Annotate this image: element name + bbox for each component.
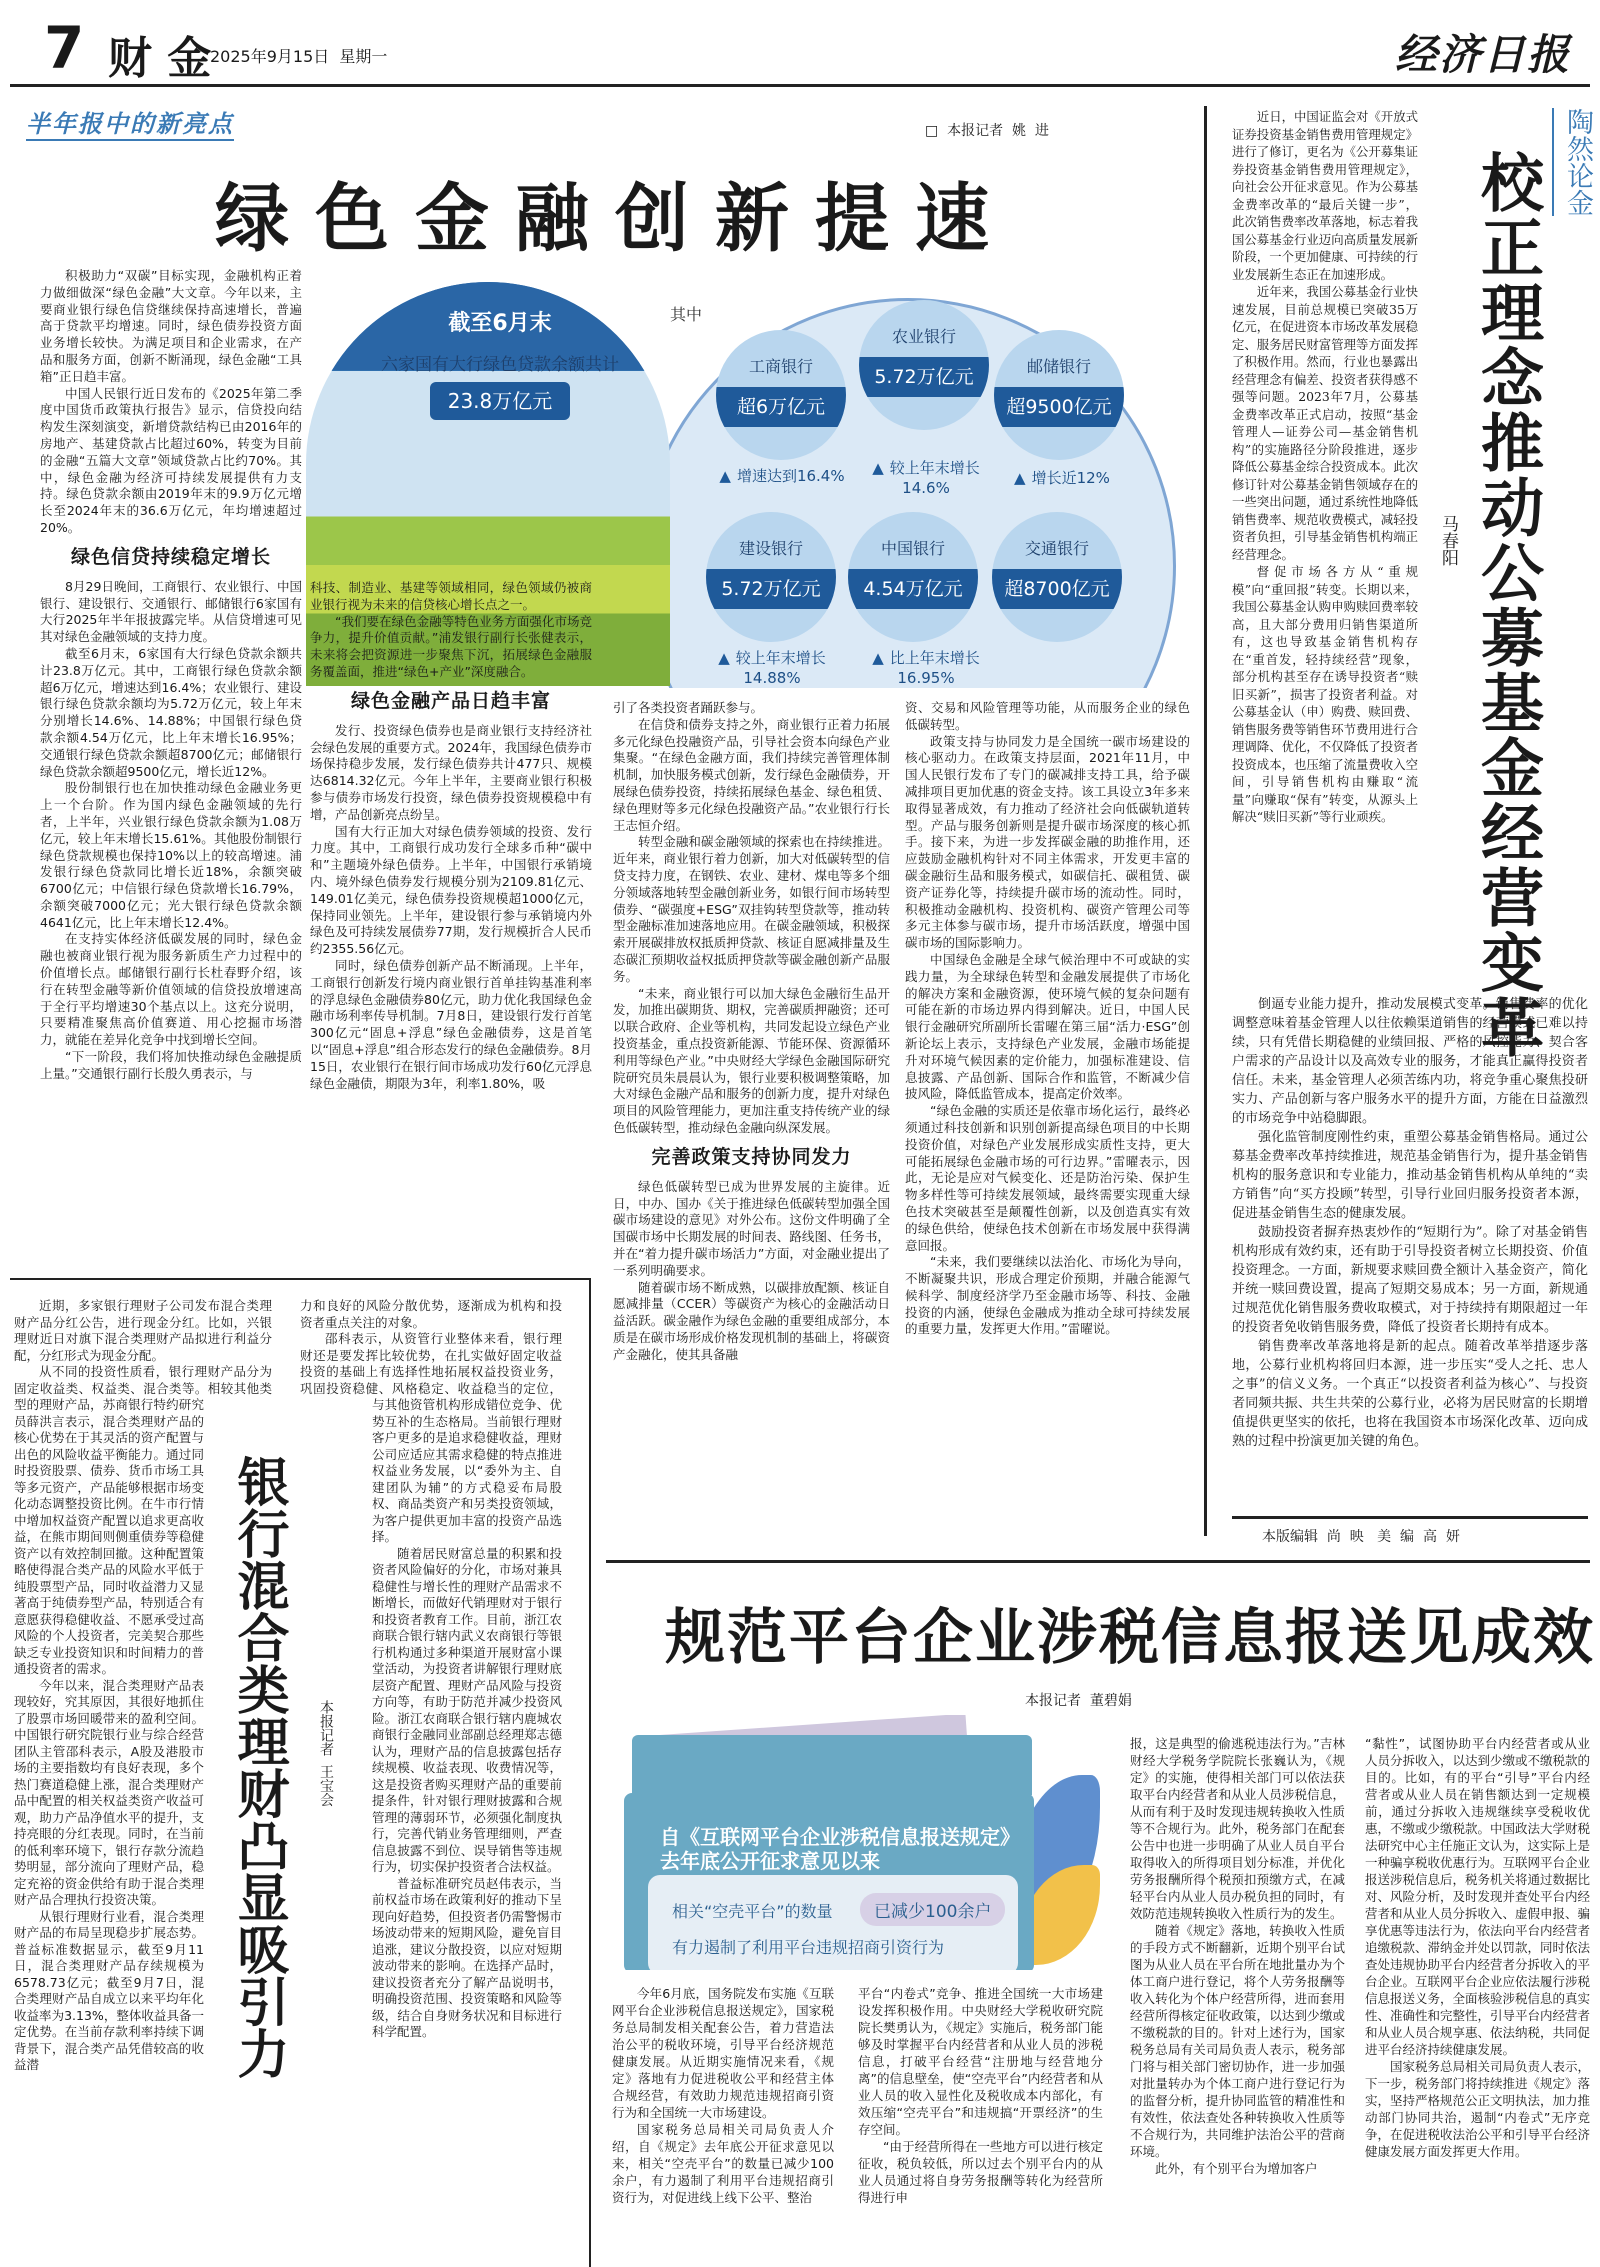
total-label: 六家国有大行绿色贷款余额共计 <box>381 355 619 375</box>
paragraph: 倒逼专业能力提升，推动发展模式变革。销售费率的优化调整意味着基金管理人以往依赖渠道销售的经营模式已难以持续，只有凭借长期稳健的业绩回报、严格的风控能力、契合客户需求的产品设计以及高效专业的服务，才能真正赢得投资者信任。未来，基金管理人必须苦练内功，将竞争重心聚焦投研实力、产品创新与客户服务水平的提升方面，方能在日益激烈的市场竞争中站稳脚跟。 <box>1232 997 1588 1126</box>
section-subheading: 绿色信贷持续稳定增长 <box>70 545 271 568</box>
lead-column-4 <box>905 700 1190 1338</box>
tax-column-2 <box>858 1985 1103 2206</box>
bank-green-loan-value: 超8700亿元 <box>992 569 1122 609</box>
paragraph: “我们要在绿色金融等特色业务方面强化市场竞争力，提升价值贡献。”浦发银行副行长张健表示，未来将会把资源进一步聚焦下沉，拓展绿色金融服务覆盖面，推进“绿色+产业”深度融合。 <box>310 613 592 679</box>
paragraph: 督促市场各方从“重规模”向“重回报”转变。长期以来，我国公募基金认购申购赎回费率较高，且大部分费用归销售渠道所有，这也导致基金销售机构存在“重首发，轻持续经营”现象，部分机构甚至存在诱导投资者“赎旧买新”，损害了投资者利益。对公募基金认（申）购费、赎回费、销售服务费等销售环节费用进行合理调降、优化，不仅降低了投资者投资成本，也压缩了流量费收入空间，引导销售机构由赚取“流量”向赚取“保有”转变，从源头上解决“赎旧买新”等行业顽疾。 <box>1232 564 1418 824</box>
growth-text: 比上年末增长16.95% <box>889 649 980 687</box>
bank-name: 建设银行 <box>738 539 803 558</box>
tax-headline: 规范平台企业涉税信息报送见成效 <box>665 1603 1595 1673</box>
opinion-headline: 校正理念推动公募基金经营变革 <box>1471 150 1544 1060</box>
paragraph: 国家税务总局相关司局负责人表示，下一步，税务部门将持续推进《规定》落实，坚持严格规范公正文明执法，加力推动部门协同共治，遏制“内卷式”无序竞争，在促进税收法治公平和引导平台经济健康发展方面发挥更大作用。 <box>1365 2059 1591 2159</box>
wealth-headline: 银行混合类理财凸显吸引力 <box>228 1455 288 2079</box>
up-triangle-icon: ▲ <box>719 467 731 485</box>
metric-value: 已减少100余户 <box>860 1893 1005 1926</box>
infographic-heading-2: 去年底公开征求意见以来 <box>660 1849 880 1873</box>
growth-text: 较上年末增长14.88% <box>735 649 826 687</box>
lead-column-1 <box>40 268 302 1083</box>
bank-green-loan-value: 4.54万亿元 <box>848 569 978 609</box>
paragraph: 政策支持与协同发力是全国统一碳市场建设的核心驱动力。在政策支持层面，2021年11月，中国人民银行发布了专门的碳减排支持工具，给予碳减排项目更加优惠的资金支持。该工具设立3年多来取得显著成效，有力推动了经济社会向低碳轨道转型。产品与服务创新则是提升碳市场深度的核心抓手。接下来，为进一步发挥碳金融的助推作用，还应鼓励金融机构针对不同主体需求，开发更丰富的碳金融衍生品和服务模式，如碳信托、碳租赁、碳资产证券化等，持续提升碳市场的流动性。同时，积极推动金融机构、投资机构、碳资产管理公司等多元主体参与碳市场，提升市场活跃度，增强中国碳市场的国际影响力。 <box>905 733 1190 951</box>
bank-growth <box>712 466 852 486</box>
paragraph: 近期，多家银行理财子公司发布混合类理财产品分红公告，进行现金分红。比如，兴银理财近日对旗下混合类理财产品拟进行利益分配，分红形式为现金分配。 <box>14 1298 272 1363</box>
bank-circle <box>716 330 846 460</box>
bank-green-loan-value: 5.72万亿元 <box>859 357 989 397</box>
tax-byline: 本报记者 董碧娟 <box>1025 1693 1132 1709</box>
editor-credit: 本版编辑 尚 映 美 编 高 妍 <box>1262 1529 1460 1545</box>
paragraph: 近日，中国证监会对《开放式证券投资基金销售费用管理规定》进行了修订，更名为《公开募集证券投资基金销售费用管理规定》，向社会公开征求意见。作为公募基金费率改革的“最后关键一步”，此次销售费率改革落地，标志着我国公募基金行业迈向高质量发展新阶段，一个更加健康、可持续的行业发展新生态正在加速形成。 <box>1232 109 1418 282</box>
bank-circle <box>706 512 836 642</box>
wealth-top-rule <box>10 1278 590 1280</box>
among-label: 其中 <box>670 305 703 324</box>
tax-column-3 <box>1130 1735 1345 2177</box>
tax-column-4 <box>1365 1735 1590 2160</box>
paragraph: 平台“内卷式”竞争、推进全国统一大市场建设发挥积极作用。中央财经大学税收研究院院长樊勇认为，《规定》实施后，税务部门能够及时掌握平台内经营者和从业人员的涉税信息，打破平台经营“注册地与经营地分离”的信息壁垒，使“空壳平台”内经营者和从业人员的收入显性化及税收成本内部化，有效压缩“空壳平台”和违规搞“开票经济”的生存空间。 <box>858 1986 1103 2137</box>
bank-name: 邮储银行 <box>1026 357 1091 376</box>
paragraph: 资、交易和风险管理等功能，从而服务企业的绿色低碳转型。 <box>905 700 1190 732</box>
paragraph: 科技、制造业、基建等领域相同，绿色领域仍被商业银行视为未来的信贷核心增长点之一。 <box>310 580 592 612</box>
up-triangle-icon: ▲ <box>872 459 884 477</box>
paragraph: “黏性”，试图协助平台内经营者或从业人员分拆收入，以达到少缴或不缴税款的目的。比如，有的平台“引导”平台内经营者或从业人员在销售额达到一定规模前，通过分拆收入违规继续享受税收优惠，不缴或少缴税款。中国政法大学财税法研究中心主任施正文认为，这实际上是一种骗享税收优惠行为。互联网平台企业报送涉税信息后，税务机关将通过数据比对、风险分析，及时发现并查处平台内经营者和从业人员分拆收入、虚假申报、骗享优惠等违法行为，依法向平台内经营者追缴税款、滞纳金并处以罚款，同时依法查处违规协助平台内经营者分拆收入的平台企业。互联网平台企业应依法履行涉税信息报送义务，全面核验涉税信息的真实性、准确性和完整性，引导平台内经营者和从业人员合规享惠、依法纳税，共同促进平台经济持续健康发展。 <box>1365 1736 1591 2057</box>
paragraph: 8月29日晚间，工商银行、农业银行、中国银行、建设银行、交通银行、邮储银行6家国有大行2025年半年报披露完毕。从信贷增速可见其对绿色金融领域的支持力度。 <box>40 578 302 645</box>
paragraph: 今年6月底，国务院发布实施《互联网平台企业涉税信息报送规定》，国家税务总局制发相关配套公告，着力营造法治公平的税收环境，引导平台经济规范健康发展。从近期实施情况来看，《规定》落地有力促进税收公平和经营主体合规经营，有效助力规范违规招商引资行为和全国统一大市场建设。 <box>612 1986 834 2120</box>
growth-text: 增速达到16.4% <box>736 467 845 485</box>
paragraph: 截至6月末，6家国有大行绿色贷款余额共计23.8万亿元。其中，工商银行绿色贷款余额超6万亿元，增速达到16.4%；农业银行、建设银行绿色贷款余额均为5.72万亿元，较上年末分别增长14.6%、14.88%；中国银行绿色贷款余额4.54万亿元，比上年末增长16.95%；交通银行绿色贷款余额超8700亿元；邮储银行绿色贷款余额超9500亿元，增长近12%。 <box>40 645 302 779</box>
section-subheading: 绿色金融产品日趋丰富 <box>350 689 551 712</box>
issue-date: 2025年9月15日 星期一 <box>210 47 388 66</box>
up-triangle-icon: ▲ <box>718 649 730 667</box>
bank-circle <box>994 330 1124 460</box>
paragraph: 随着《规定》落地，转换收入性质的手段方式不断翻新，近期个别平台试图为从业人员在平台所在地批量办为个体工商户进行登记，将个人劳务报酬等收入转化为个体户经营所得，进而套用经营所得核定征收政策，以达到少缴或不缴税款的目的。针对上述行为，国家税务总局有关司局负责人表示，税务部门将与相关部门密切协作，进一步加强对批量转办为个体工商户进行登记行为的监督分析，提升协同监管的精准性和有效性，依法查处各种转换收入性质等不合规行为，共同维护法治公平的营商环境。 <box>1130 1923 1345 2159</box>
bank-growth <box>702 648 842 688</box>
effect-text: 有力遏制了利用平台违规招商引资行为 <box>672 1938 945 1957</box>
lead-byline: □ 本报记者 姚 进 <box>925 123 1049 139</box>
opinion-narrow-column <box>1232 108 1418 826</box>
growth-text: 较上年末增长14.6% <box>889 459 980 497</box>
paragraph: 鼓励投资者摒弃热衷炒作的“短期行为”。除了对基金销售机构形成有效约束，还有助于引导投资者树立长期投资、价值投资理念。一方面，新规要求赎回费全额计入基金资产，简化并统一赎回费设置，提高了短期交易成本；另一方面，新规通过规范优化销售服务费收取模式，对于持续持有期限超过一年的投资者免收销售服务费，降低了投资者长期持有成本。 <box>1232 1225 1588 1335</box>
growth-text: 增长近12% <box>1031 469 1110 487</box>
up-triangle-icon: ▲ <box>872 649 884 667</box>
paragraph: 在支持实体经济低碳发展的同时，绿色金融也被商业银行视为服务新质生产力过程中的价值增长点。邮储银行副行长杜春野介绍，该行在转型金融等新价值领域的信贷投放增速高于全行平均增速30个基点以上。这充分说明，只要精准聚焦高价值赛道、用心挖掘市场潜力，就能在差异化竞争中找到增长空间。 <box>40 931 302 1048</box>
opinion-author: 马春阳 <box>1438 515 1458 566</box>
section-name: 财 金 <box>108 33 212 84</box>
paragraph: 转型金融和碳金融领域的探索也在持续推进。近年来，商业银行着力创新，加大对低碳转型的信贷支持力度，在钢铁、农业、建材、煤电等多个细分领域落地转型金融创新业务，如银行间市场转型债券、“碳强度+ESG”双挂钩转型贷款等，推动转型金融标准加速落地应用。在碳金融领域，积极探索开展碳排放权抵质押贷款、核证自愿减排量及生态碳汇预期收益权抵质押贷款等碳金融创新产品服务。 <box>613 834 890 984</box>
bank-circle <box>992 512 1122 642</box>
as-of-label: 截至6月末 <box>448 311 552 336</box>
paragraph: 国家税务总局相关司局负责人介绍，自《规定》去年底公开征求意见以来，相关“空壳平台”的数量已减少100余户，有力遏制了利用平台违规招商引资行为，对促进线上线下公平、整治 <box>612 2122 834 2205</box>
wealth-column-2 <box>300 1298 562 2068</box>
masthead-rule <box>10 84 1590 87</box>
paragraph: 中国人民银行近日发布的《2025年第二季度中国货币政策执行报告》显示，信贷投向结构发生深刻演变，新增贷款结构已由2016年的房地产、基建贷款占比超过60%，转变为目前的金融“五篇大文章”领域贷款占比约70%。其中，绿色金融为经济可持续发展提供有力支持。绿色贷款余额由2019年末的9.9万亿元增长至2024年末的36.6万亿元，年均增速超过20%。 <box>40 385 302 535</box>
paragraph: 力和良好的风险分散优势，逐渐成为机构和投资者重点关注的对象。 <box>300 1298 562 1330</box>
paragraph: 随着碳市场不断成熟，以碳排放配额、核证自愿减排量（CCER）等碳资产为核心的金融活动日益活跃。碳金融作为绿色金融的重要组成部分，本质是在碳市场形成价格发现机制的基础上，将碳资产金融化，使其具备融 <box>613 1279 890 1362</box>
column-tag: 半年报中的新亮点 <box>26 104 234 141</box>
paragraph: 发行、投资绿色债券也是商业银行支持经济社会绿色发展的重要方式。2024年，我国绿色债券市场保持稳步发展，发行绿色债券共计477只、规模达6814.32亿元。今年上半年，主要商业银行积极参与债券市场发行投资，绿色债券投资规模稳中有增，产品创新亮点纷呈。 <box>310 722 592 822</box>
opinion-column-tag: 陶然论金 <box>1552 108 1597 216</box>
bank-growth <box>856 648 996 688</box>
paragraph: 同时，绿色债券创新产品不断涌现。上半年，工商银行创新发行境内商业银行首单挂钩基准利率的浮息绿色金融债券80亿元，助力优化我国绿色金融市场利率传导机制。7月8日，建设银行发行首笔300亿元“固息+浮息”绿色金融债券，这是首笔以“固息+浮息”组合形态发行的绿色金融债券。8月15日，农业银行在银行间市场成功发行60亿元浮息绿色金融债，期限为3年，利率1.80%，吸 <box>310 957 592 1091</box>
section-subheading: 完善政策支持协同发力 <box>651 1145 852 1168</box>
paragraph: 近年来，我国公募基金行业快速发展，目前总规模已突破35万亿元，在促进资本市场改革发展稳定、服务居民财富管理等方面发挥了积极作用。然而，行业也暴露出经营理念有偏差、投资者获得感不强等问题。2023年7月，公募基金费率改革正式启动，按照“基金管理人—证券公司—基金销售机构”的实施路径分阶段推进，逐步降低公募基金综合投资成本。此次修订针对公募基金销售领域存在的一些突出问题，通过系统性地降低销售费率、规范收费模式，减轻投资者负担，引导基金销售机构端正经营理念。 <box>1232 284 1418 562</box>
bank-green-loan-value: 超9500亿元 <box>994 387 1124 427</box>
paragraph: 绿色低碳转型已成为世界发展的主旋律。近日，中办、国办《关于推进绿色低碳转型加强全国碳市场建设的意见》对外公布。这份文件明确了全国碳市场中长期发展的时间表、路线图、任务书，并在“着力提升碳市场活力”方面，对金融业提出了一系列明确要求。 <box>613 1178 890 1278</box>
tax-column-1 <box>612 1985 834 2206</box>
tax-infographic <box>620 1715 1110 1970</box>
paragraph: 随着居民财富总量的积累和投资者风险偏好的分化，市场对兼具稳健性与增长性的理财产品需求不断增长，而做好代销理财对于银行和投资者教育工作。目前，浙江农商联合银行辖内武义农商银行等银行机构通过多种渠道开展财富小课堂活动，为投资者讲解银行理财底层资产配置、理财产品风险与投资方向等，有助于防范并减少投资风险。浙江农商联合银行辖内鹿城农商银行金融同业部副总经理郑志德认为，理财产品的信息披露包括存续规模、收益表现、收费情况等，这是投资者购买理财产品的重要前提条件，针对银行理财披露和合规管理的薄弱环节，必须强化制度执行，完善代销业务管理细则，严查信息披露不到位、误导销售等违规行为，切实保护投资者合法权益。 <box>372 1545 562 1874</box>
paragraph: 销售费率改革落地将是新的起点。随着改革举措逐步落地，公募行业机构将回归本源，进一步压实“受人之托、忠人之事”的信义义务。一个真正“以投资者利益为核心”、与投资者同频共振、共生共荣的公募行业，必将为居民财富的长期增值提供更坚实的依托，也将在我国资本市场深化改革、迈向成熟的过程中扮演更加关键的角色。 <box>1232 1339 1588 1449</box>
bank-name: 中国银行 <box>880 539 945 558</box>
paragraph: “未来，商业银行可以加大绿色金融衍生品开发，加推出碳期货、期权，完善碳质押融资；还可以联合政府、企业等机构，共同发起设立绿色产业投资基金，重点投资新能源、节能环保、资源循环利用等绿色产业。”中央财经大学绿色金融国际研究院研究员朱晨晨认为，银行业要积极调整策略，加大对绿色金融产品和服务的创新力度，提升对绿色项目的风险管理能力，更加注重支持传统产业的绿色低碳转型，推动绿色金融向纵深发展。 <box>613 985 890 1135</box>
bank-name: 农业银行 <box>891 327 956 346</box>
bank-name: 工商银行 <box>748 357 813 376</box>
paragraph: 报，这是典型的偷逃税违法行为。”吉林财经大学税务学院院长张巍认为，《规定》的实施，使得相关部门可以依法获取平台内经营者和从业人员涉税信息，从而有利于及时发现违规转换收入性质等不合规行为。此外，税务部门在配套公告中也进一步明确了从业人员自平台取得收入的所得项目划分标准，并优化劳务报酬所得个税预扣预缴方式，在减轻平台内从业人员办税负担的同时，有效防范违规转换收入性质行为的发生。 <box>1130 1736 1345 1921</box>
infographic-heading-1: 自《互联网平台企业涉税信息报送规定》 <box>660 1825 1020 1849</box>
opinion-bottom-rule <box>1232 1516 1588 1519</box>
paragraph: 积极助力“双碳”目标实现，金融机构正着力做细做深“绿色金融”大文章。今年以来，主要商业银行绿色信贷继续保持高速增长，普遍高于贷款平均增速。同时，绿色债券投资方面业务增长较快。为满足项目和企业需求，在产品和服务方面，创新不断涌现，绿色金融“工具箱”正日趋丰富。 <box>40 268 302 384</box>
opinion-wide-column <box>1232 995 1588 1451</box>
paragraph: “绿色金融的实质还是依靠市场化运行，最终必须通过科技创新和识别创新提高绿色项目的中长期投资价值，对绿色产业发展形成实质性支持，更大可能拓展绿色金融市场的可行边界。”雷曜表示，因此，无论是应对气候变化、还是防治污染、保护生物多样性等可持续发展领域，最终需要实现重大绿色技术突破甚至是颠覆性创新，以及创造真实有效的绿色供给，使绿色技术创新在市场发展中获得满意回报。 <box>905 1103 1190 1253</box>
paragraph: “由于经营所得在一些地方可以进行核定征收，税负较低，所以过去个别平台内的从业人员通过将自身劳务报酬等转化为经营所得进行申 <box>858 2139 1103 2205</box>
bank-green-loan-value: 5.72万亿元 <box>706 569 836 609</box>
metric-label: 相关“空壳平台”的数量 <box>672 1902 833 1921</box>
bank-growth <box>992 468 1132 488</box>
wealth-byline: 本报记者 王宝会 <box>318 1700 334 1807</box>
newspaper-logo: 经济日报 <box>1395 30 1572 79</box>
paragraph: 引了各类投资者踊跃参与。 <box>613 700 764 715</box>
tax-top-rule <box>606 1560 1590 1563</box>
bank-name: 交通银行 <box>1024 539 1089 558</box>
bank-circle <box>848 512 978 642</box>
paragraph: 从银行理财行业看，混合类理财产品的布局呈现稳步扩展态势。普益标准数据显示，截至9月11日，混合类理财产品存续规模为6578.73亿元；截至9月7日，混合类理财产品自成立以来平均年化收益率为3.13%，整体收益具备一定优势。在当前存款利率持续下调背景下，混合类产品凭借较高的收益潜 <box>14 1908 204 2072</box>
total-value: 23.8万亿元 <box>430 382 570 420</box>
paragraph: 今年以来，混合类理财产品表现较好，究其原因，其很好地抓住了股票市场回暖带来的盈利空间。中国银行研究院银行业与综合经营团队主管邵科表示，A股及港股市场的主要指数均有良好表现，多个热门赛道稳健上涨，混合类理财产品中配置的相关权益类资产收益可观，助力产品净值水平的提升，支持亮眼的分红表现。同时，在当前的低利率环境下，银行存款分流趋势明显，部分流向了理财产品，稳定充裕的资金供给有助于混合类理财产品合理执行投资决策。 <box>14 1677 204 1907</box>
bank-growth <box>856 458 996 498</box>
lead-column-2 <box>310 580 592 1092</box>
paragraph: 从不同的投资性质看，银行理财产品分为固定收益类、权益类、混合类等。相较其他类型的理财产品，苏商银行特约研究员薛洪言表示，混合类理财产品的核心优势在于其灵活的资产配置与出色的风险收益平衡能力。通过同时投资股票、债券、货币市场工具等多元资产，产品能够根据市场变化动态调整投资比例。在牛市行情中增加权益资产配置以追求更高收益，在熊市期间则侧重债券等稳健资产以有效控制回撤。这种配置策略使得混合类产品的风险水平低于纯股票型产品，同时收益潜力又显著高于纯债券型产品，特别适合有意愿获得稳健收益、不愿承受过高风险的个人投资者，完美契合那些缺乏专业投资知识和时间精力的普通投资者的需求。 <box>14 1364 272 1676</box>
lead-column-3 <box>613 700 890 1363</box>
bank-green-loan-value: 超6万亿元 <box>716 387 846 427</box>
paragraph: 普益标准研究员赵伟表示，当前权益市场在政策利好的推动下呈现向好趋势，但投资者仍需警惕市场波动带来的短期风险，避免盲目追涨，建议分散投资，以应对短期波动带来的影响。在选择产品时，建议投资者充分了解产品说明书，明确投资范围、投资策略和风险等级，结合自身财务状况和目标进行科学配置。 <box>372 1875 562 2039</box>
wealth-right-rule <box>589 1278 591 2267</box>
paragraph: 此外，有个别平台为增加客户 <box>1155 2161 1318 2176</box>
paragraph: 国有大行正加大对绿色债券领域的投资、发行力度。其中，工商银行成功发行全球多币种“碳中和”主题境外绿色债券。上半年，中国银行承销境内、境外绿色债券发行规模分别为2109.81亿元、149.01亿美元，绿色债券投资规模超1000亿元，保持同业领先。上半年，建设银行参与承销境内外绿色及可持续发展债券77期，发行规模折合人民币约2355.56亿元。 <box>310 823 592 957</box>
opinion-border <box>1204 106 1207 1536</box>
paragraph: 强化监管制度刚性约束，重塑公募基金销售格局。通过公募基金费率改革持续推进，规范基金销售行为，提升基金销售机构的服务意识和专业能力，推动基金销售机构从单纯的“卖方销售”向“买方投顾”转型，引导行业回归服务投资者本源，促进基金销售生态的健康发展。 <box>1232 1130 1588 1221</box>
up-triangle-icon: ▲ <box>1014 469 1026 487</box>
paragraph: 中国绿色金融是全球气候治理中不可或缺的实践力量，为全球绿色转型和金融发展提供了市场化的解决方案和金融资源，使环境气候的复杂问题有可能在新的市场边界内得到解决。近日，中国人民银行金融研究所副所长雷曜在第三届“活力·ESG”创新论坛上表示，支持绿色产业发展，金融市场能提升对环境气候因素的定价能力，加强标准建设、信息披露、产品创新、国际合作和监管，不断减少信披风险，降低监管成本，提高定价效率。 <box>905 951 1190 1102</box>
paragraph: 在信贷和债券支持之外，商业银行正着力拓展多元化绿色投融资产品，引导社会资本向绿色产业集聚。“在绿色金融方面，我们持续完善管理体制机制，加快服务模式创新，发行绿色金融债券，开展绿色债券投资，持续拓展绿色基金、绿色租赁、绿色理财等多元化绿色投融资产品。”农业银行行长王志恒介绍。 <box>613 716 890 833</box>
bank-circle <box>859 300 989 430</box>
paragraph: “下一阶段，我们将加快推动绿色金融提质上量。”交通银行副行长殷久勇表示，与 <box>40 1049 302 1081</box>
paragraph: 股份制银行也在加快推动绿色金融业务更上一个台阶。作为国内绿色金融领域的先行者，上半年，兴业银行绿色贷款余额为1.08万亿元，较上年末增长15.61%。其他股份制银行绿色贷款规模也保持10%以上的较高增速。浦发银行绿色贷款同比增长近18%，余额突破6700亿元；中信银行绿色贷款增长16.79%，余额突破7000亿元；光大银行绿色贷款余额4641亿元，比上年末增长12.4%。 <box>40 780 302 930</box>
paragraph: 邵科表示，从资管行业整体来看，银行理财还是要发挥比较优势，在扎实做好固定收益投资的基础上有选择性地拓展权益投资业务，巩固投资稳健、风格稳定、收益稳当的定位，与其他资管机构形成错位竞争、优势互补的生态格局。当前银行理财客户更多的是追求稳健收益，理财公司应适应其需求稳健的特点推进权益业务发展，以“委外为主、自建团队为辅”的方式稳妥布局股权、商品类资产和另类投资领域，为客户提供更加丰富的投资产品选择。 <box>300 1331 562 1544</box>
page-number: 7 <box>44 14 85 82</box>
paragraph: “未来，我们要继续以法治化、市场化为导向，不断凝聚共识，形成合理定价预期，并融合能源气候科学、制度经济学乃至金融市场等、科技、金融投资的内涵，使绿色金融成为推动全球可持续发展的重要力量，发挥更大作用。”雷曜说。 <box>905 1254 1190 1337</box>
lead-headline: 绿色金融创新提速 <box>215 176 1015 262</box>
